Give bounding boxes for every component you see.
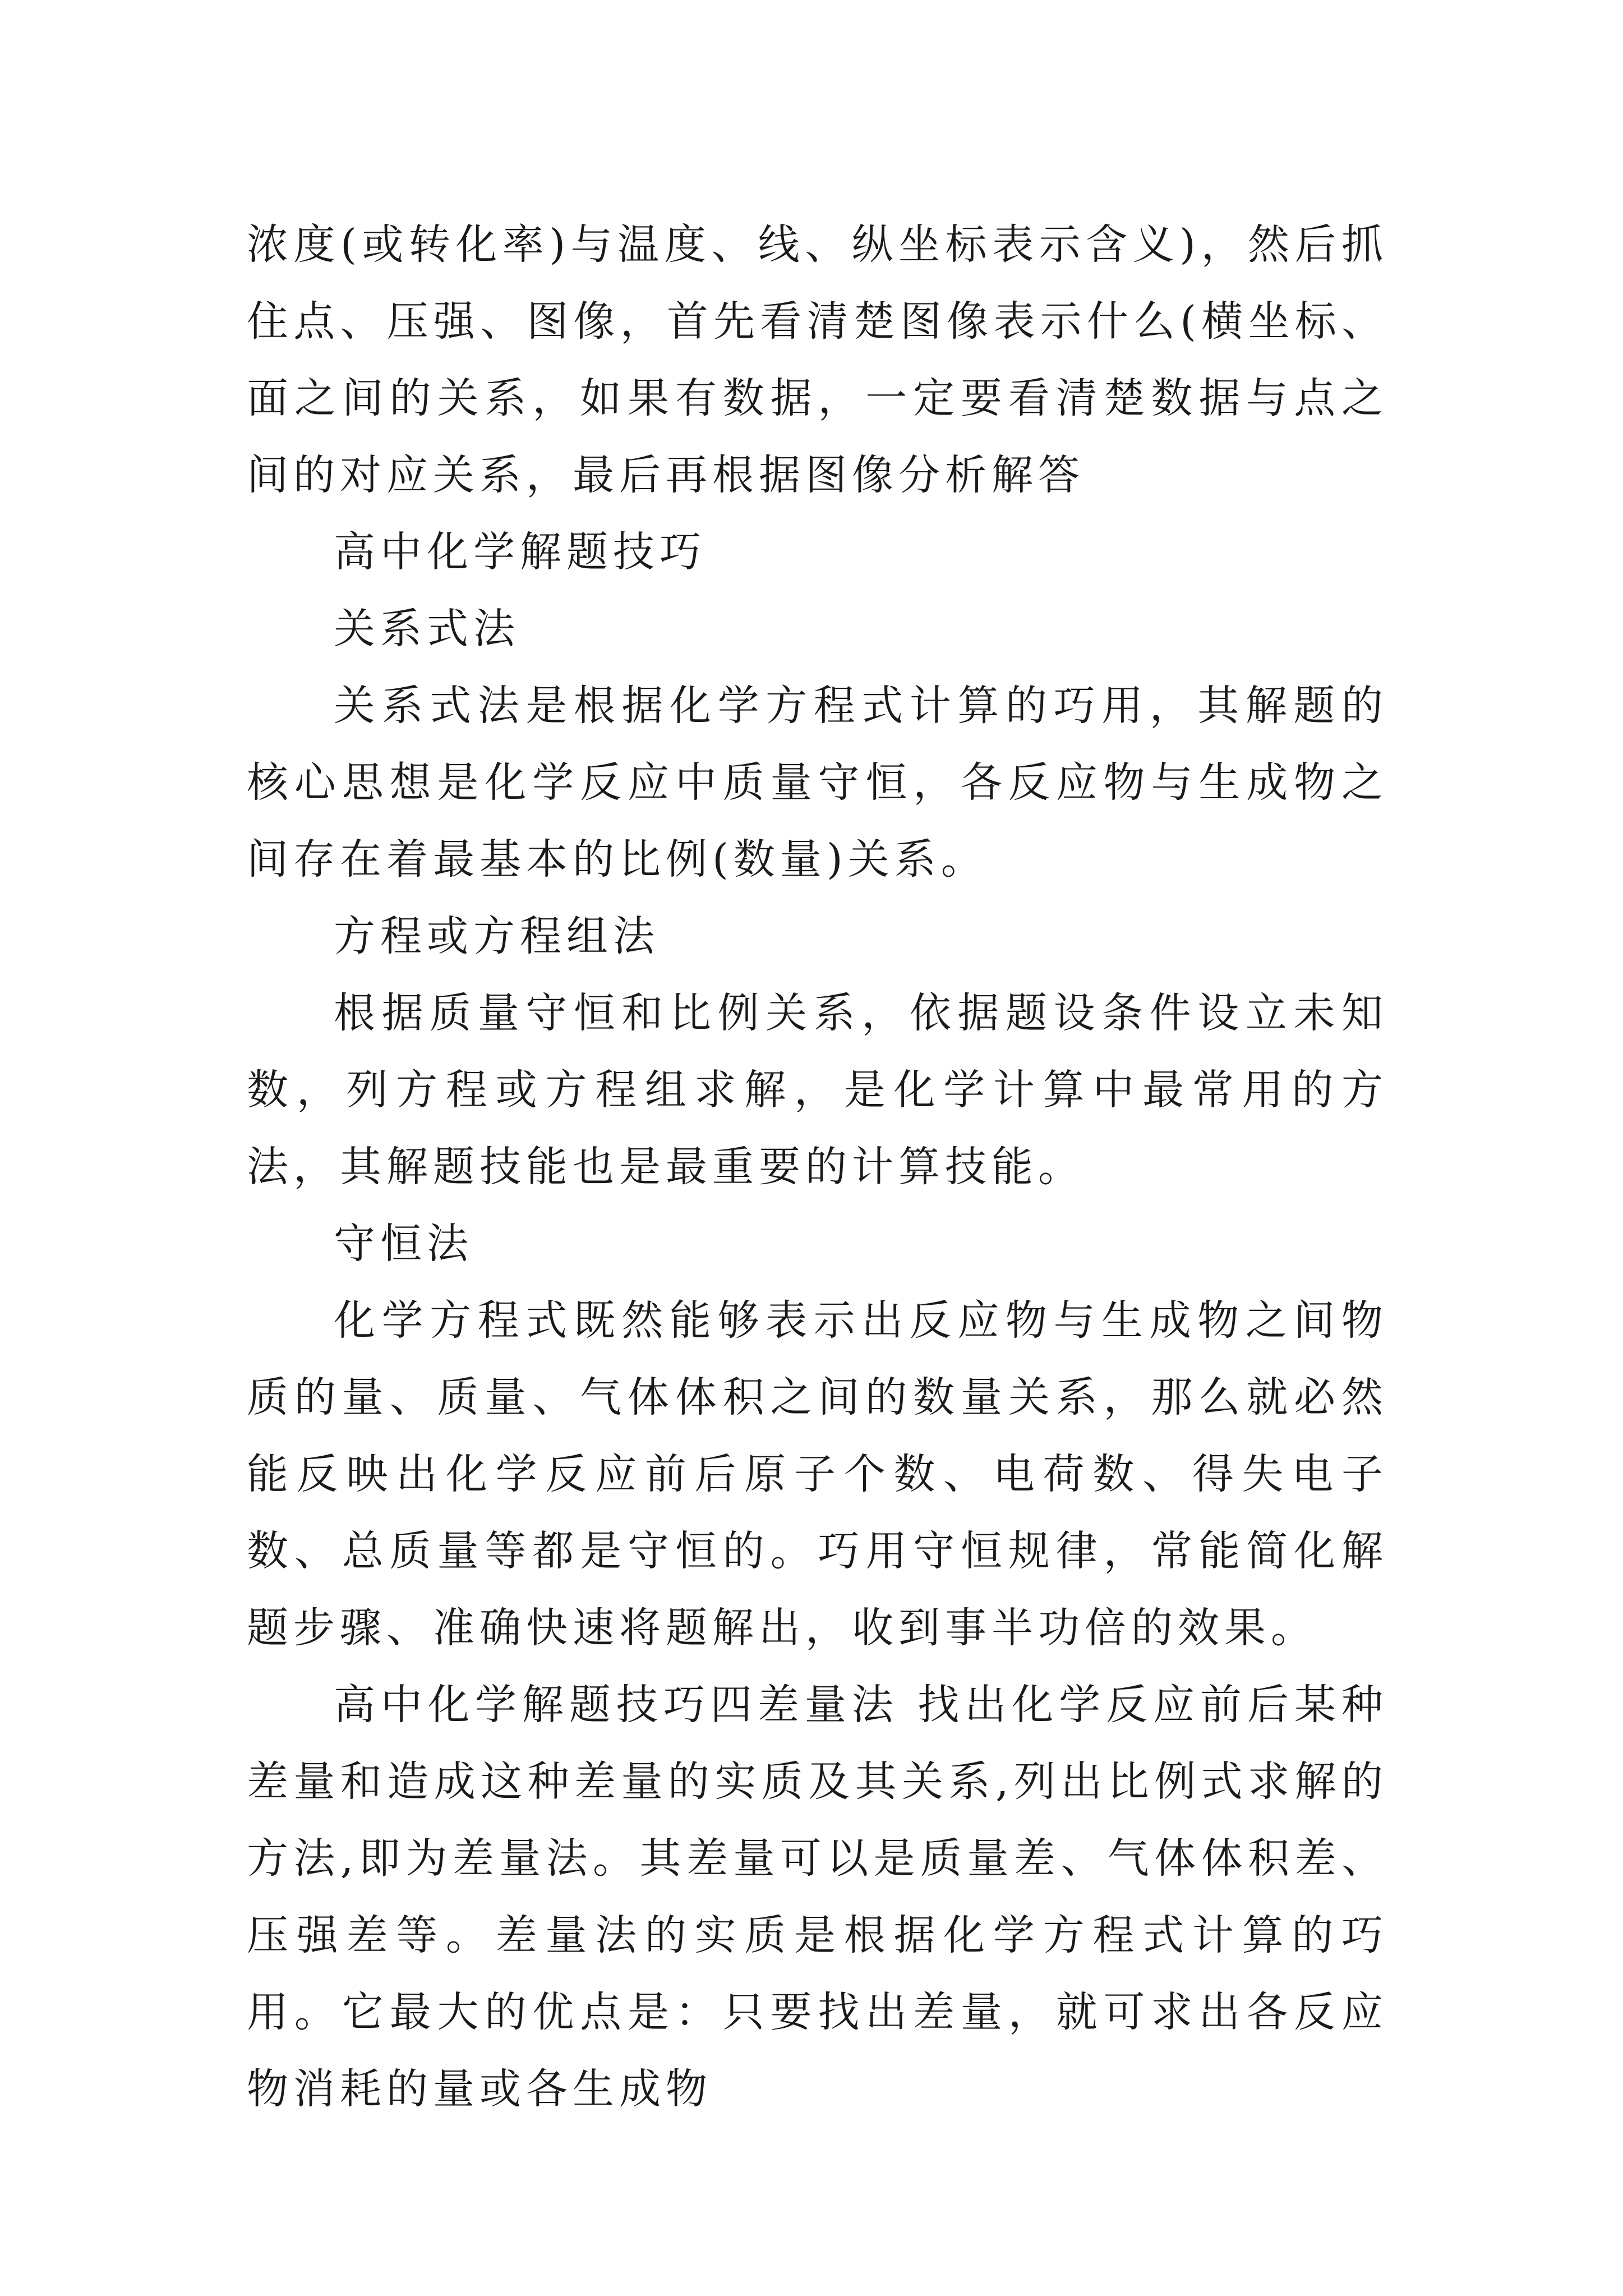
document-body <box>247 206 1388 2128</box>
paragraph-difference-method: 高中化学解题技巧四差量法 找出化学反应前后某种差量和造成这种差量的实质及其关系,列出比例式求解的方法,即为差量法。其差量可以是质量差、气体体积差、压强差等。差量法的实质是根据化学方程式计算的巧用。它最大的优点是：只要找出差量，就可求出各反应物消耗的量或各生成物 <box>247 1681 1388 2113</box>
paragraph-relation-method: 关系式法是根据化学方程式计算的巧用，其解题的核心思想是化学反应中质量守恒，各反应物与生成物之间存在着最基本的比例(数量)关系。 <box>247 682 1388 884</box>
paragraph-equation-method: 根据质量守恒和比例关系，依据题设条件设立未知数，列方程或方程组求解，是化学计算中最常用的方法，其解题技能也是最重要的计算技能。 <box>247 989 1388 1191</box>
section-heading-relation-method: 关系式法 <box>334 605 520 653</box>
paragraph-conservation-method: 化学方程式既然能够表示出反应物与生成物之间物质的量、质量、气体体积之间的数量关系，那么就必然能反映出化学反应前后原子个数、电荷数、得失电子数、总质量等都是守恒的。巧用守恒规律，常能简化解题步骤、准确快速将题解出，收到事半功倍的效果。 <box>247 1296 1388 1652</box>
section-heading-conservation-method: 守恒法 <box>334 1220 473 1268</box>
section-heading-equation-method: 方程或方程组法 <box>334 912 660 960</box>
paragraph-continuation: 浓度(或转化率)与温度、线、纵坐标表示含义)，然后抓住点、压强、图像，首先看清楚图像表示什么(横坐标、面之间的关系，如果有数据，一定要看清楚数据与点之间的对应关系，最后再根据图像分析解答 <box>247 220 1388 499</box>
section-heading-tips: 高中化学解题技巧 <box>334 528 706 576</box>
